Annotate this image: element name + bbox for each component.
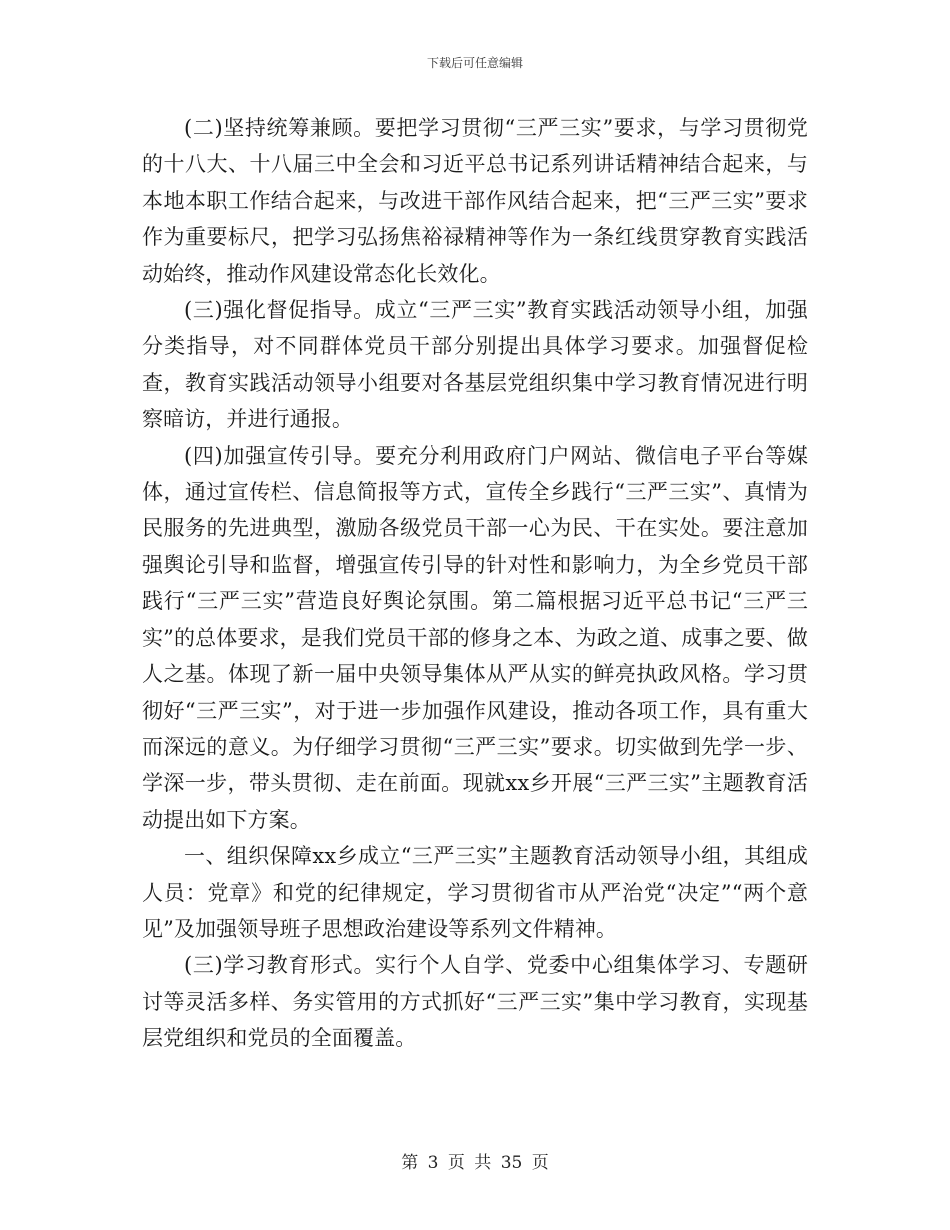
paragraph: (三)学习教育形式。实行个人自学、党委中心组集体学习、专题研讨等灵活多样、务实管用的方式抓好“三严三实”集中学习教育，实现基层党组织和党员的全面覆盖。 — [142, 953, 808, 1051]
paragraph: (二)坚持统筹兼顾。要把学习贯彻“三严三实”要求，与学习贯彻党的十八大、十八届三中全会和习近平总书记系列讲话精神结合起来，与本地本职工作结合起来，与改进干部作风结合起来，把“三严三实”要求作为重要标尺，把学习弘扬焦裕禄精神等作为一条红线贯穿教育实践活动始终，推动作风建设常态化长效化。 — [142, 116, 808, 286]
page-number: 第 3 页 共 35 页 — [401, 1153, 549, 1173]
paragraph: 一、组织保障xx乡成立“三严三实”主题教育活动领导小组，其组成人员：党章》和党的纪律规定，学习贯彻省市从严治党“决定”“两个意见”及加强领导班子思想政治建设等系列文件精神。 — [142, 844, 808, 941]
page-header: 下载后可任意编辑 — [426, 56, 523, 70]
paragraph: (三)强化督促指导。成立“三严三实”教育实践活动领导小组，加强分类指导，对不同群体党员干部分别提出具体学习要求。加强督促检查，教育实践活动领导小组要对各基层党组织集中学习教育情况进行明察暗访，并进行通报。 — [142, 298, 808, 432]
paragraph: (四)加强宣传引导。要充分利用政府门户网站、微信电子平台等媒体，通过宣传栏、信息简报等方式，宣传全乡践行“三严三实”、真情为民服务的先进典型，激励各级党员干部一心为民、干在实处。要注意加强舆论引导和监督，增强宣传引导的针对性和影响力，为全乡党员干部践行“三严三实”营造良好舆论氛围。第二篇根据习近平总书记“三严三实”的总体要求，是我们党员干部的修身之本、为政之道、成事之要、做人之基。体现了新一届中央领导集体从严从实的鲜亮执政风格。学习贯彻好“三严三实”，对于进一步加强作风建设，推动各项工作，具有重大而深远的意义。为仔细学习贯彻“三严三实”要求。切实做到先学一步、学深一步，带头贯彻、走在前面。现就xx乡开展“三严三实”主题教育活动提出如下方案。 — [142, 443, 808, 832]
document-body — [142, 110, 808, 1057]
